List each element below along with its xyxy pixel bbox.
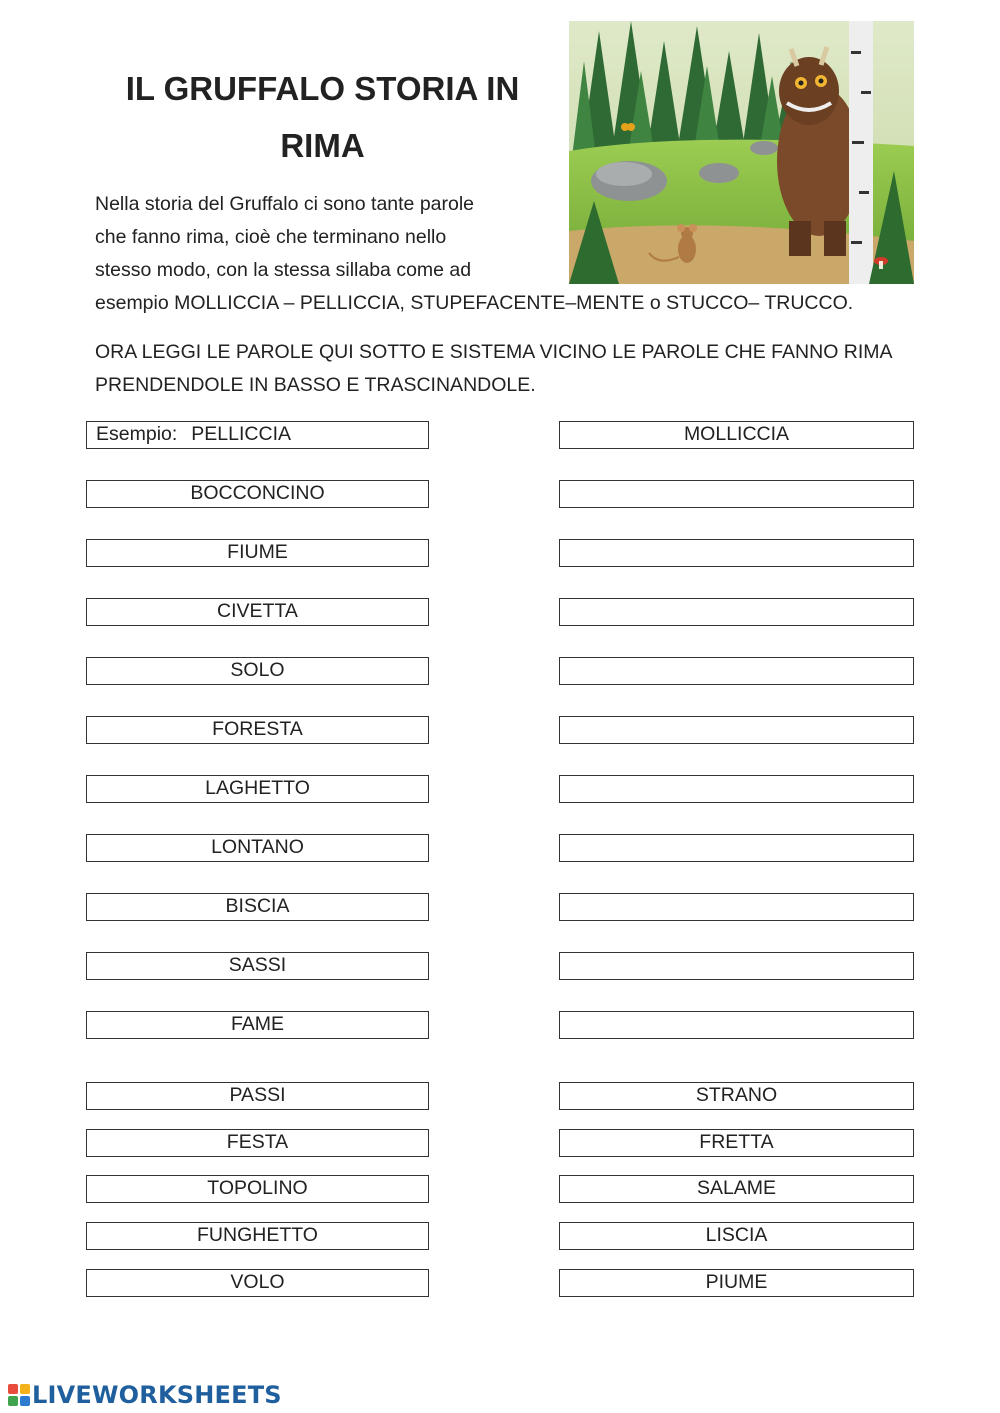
target-word-box: LAGHETTO: [86, 775, 429, 803]
target-word-box: SOLO: [86, 657, 429, 685]
liveworksheets-logo: [8, 1381, 282, 1409]
drop-zone[interactable]: [559, 893, 914, 921]
drop-zone[interactable]: [559, 480, 914, 508]
intro-paragraph: [95, 188, 895, 320]
draggable-word[interactable]: FRETTA: [559, 1129, 914, 1157]
draggable-word[interactable]: VOLO: [86, 1269, 429, 1297]
drop-zone[interactable]: [559, 952, 914, 980]
draggable-word[interactable]: FUNGHETTO: [86, 1222, 429, 1250]
draggable-word[interactable]: LISCIA: [559, 1222, 914, 1250]
drop-zone[interactable]: [559, 834, 914, 862]
target-word-box: BOCCONCINO: [86, 480, 429, 508]
worksheet-title: [110, 60, 535, 174]
example-prefix: Esempio:: [96, 423, 178, 445]
target-word-box: FIUME: [86, 539, 429, 567]
instructions-line-2: PRENDENDOLE IN BASSO E TRASCINANDOLE.: [95, 374, 536, 396]
draggable-word[interactable]: TOPOLINO: [86, 1175, 429, 1203]
target-word-box: FAME: [86, 1011, 429, 1039]
title-line-1: IL GRUFFALO STORIA IN: [125, 70, 520, 107]
draggable-word[interactable]: PIUME: [559, 1269, 914, 1297]
intro-line-3: stesso modo, con la stessa sillaba come ad: [95, 259, 472, 281]
draggable-word[interactable]: STRANO: [559, 1082, 914, 1110]
draggable-word[interactable]: PASSI: [86, 1082, 429, 1110]
drop-zone[interactable]: [559, 775, 914, 803]
target-word-box: FORESTA: [86, 716, 429, 744]
logo-text: LIVEWORKSHEETS: [32, 1381, 282, 1409]
drop-zone[interactable]: [559, 539, 914, 567]
intro-line-2: che fanno rima, cioè che terminano nello: [95, 226, 447, 248]
drop-zone[interactable]: [559, 716, 914, 744]
target-word-box: CIVETTA: [86, 598, 429, 626]
title-line-2: RIMA: [280, 127, 365, 164]
intro-line-1: Nella storia del Gruffalo ci sono tante parole: [95, 193, 475, 215]
target-word-box: BISCIA: [86, 893, 429, 921]
intro-line-4: esempio MOLLICCIA – PELLICCIA, STUPEFACENTE–MENTE o STUCCO– TRUCCO.: [95, 292, 854, 314]
target-word-box: LONTANO: [86, 834, 429, 862]
instructions: [95, 336, 915, 402]
drop-zone[interactable]: [559, 1011, 914, 1039]
target-word-box: SASSI: [86, 952, 429, 980]
draggable-word[interactable]: SALAME: [559, 1175, 914, 1203]
example-right-box: [559, 421, 914, 449]
liveworksheets-logo-icon: [8, 1384, 30, 1406]
example-left-box: [86, 421, 429, 449]
drop-zone[interactable]: [559, 657, 914, 685]
example-left-word: PELLICCIA: [191, 423, 292, 445]
instructions-line-1: ORA LEGGI LE PAROLE QUI SOTTO E SISTEMA VICINO LE PAROLE CHE FANNO RIMA: [95, 341, 893, 363]
example-right-word: MOLLICCIA: [683, 423, 790, 445]
drop-zone[interactable]: [559, 598, 914, 626]
draggable-word[interactable]: FESTA: [86, 1129, 429, 1157]
